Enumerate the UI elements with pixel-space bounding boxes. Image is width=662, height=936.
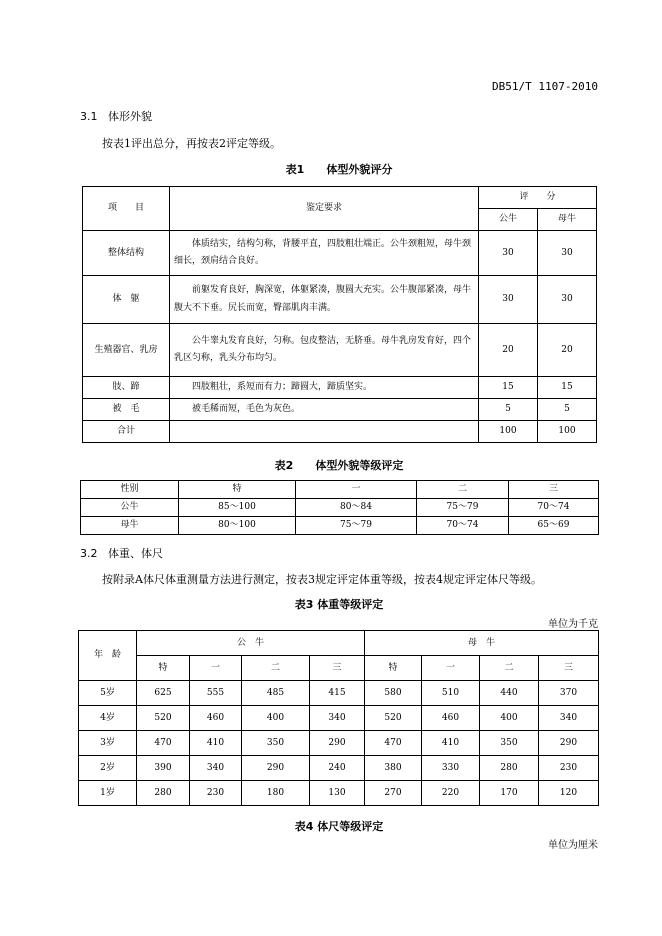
table2-cell: 75～79: [417, 499, 509, 517]
table3-grade-header: 三: [539, 656, 599, 681]
table3-cell: 290: [242, 756, 310, 781]
table1-female-score: 30: [538, 276, 597, 324]
table1-item: 被 毛: [83, 399, 170, 421]
table1-item: 肢、蹄: [83, 377, 170, 399]
table-row: [83, 377, 597, 399]
table3-cell: 230: [539, 756, 599, 781]
table2-header: 特: [179, 481, 296, 499]
section-3-1-text: 按表1评出总分，再按表2评定等级。: [102, 137, 281, 150]
table3-cell: 370: [539, 681, 599, 706]
table1-male-score: 20: [479, 324, 538, 377]
table-row: [79, 681, 599, 706]
table3-cell: 400: [480, 706, 539, 731]
table3-cell: 350: [242, 731, 310, 756]
table3-cell: 460: [422, 706, 480, 731]
table2-cell: 80～84: [296, 499, 417, 517]
table3-cell: 390: [137, 756, 190, 781]
table-row: [81, 481, 599, 499]
table3-cell: 170: [480, 781, 539, 806]
table3: [78, 630, 599, 806]
table3-grade-header: 特: [365, 656, 422, 681]
table-row: [79, 781, 599, 806]
table1-header-item: 项 目: [83, 187, 170, 231]
table3-cell: 330: [422, 756, 480, 781]
section-3-2-text: 按附录A体尺体重测量方法进行测定，按表3规定评定体重等级，按表4规定评定体尺等级。: [102, 573, 542, 586]
table1-header-score: 评 分: [479, 187, 597, 209]
table-row: [79, 656, 599, 681]
table1-requirement: 前躯发育良好，胸深宽，体躯紧凑，腹圆大充实。公牛腹部紧凑，母牛腹大不下垂。尻长而宽，臀部肌肉丰满。: [170, 276, 479, 324]
table-row: [79, 731, 599, 756]
table2-cell: 80～100: [179, 517, 296, 535]
table3-cell: 3岁: [79, 731, 137, 756]
table3-cell: 240: [310, 756, 365, 781]
table3-grade-header: 二: [242, 656, 310, 681]
table1-male-score: 30: [479, 231, 538, 276]
table3-female-header: 母 牛: [365, 631, 599, 656]
table3-cell: 485: [242, 681, 310, 706]
table3-cell: 555: [190, 681, 242, 706]
table1-female-score: 20: [538, 324, 597, 377]
table2-cell: 70～74: [509, 499, 599, 517]
table2-header: 一: [296, 481, 417, 499]
table4-caption: 表4 体尺等级评定: [294, 820, 384, 833]
table3-grade-header: 二: [480, 656, 539, 681]
table1-female-score: 100: [538, 421, 597, 443]
table2-cell: 70～74: [417, 517, 509, 535]
table3-cell: 625: [137, 681, 190, 706]
table3-cell: 510: [422, 681, 480, 706]
table1-item: 合计: [83, 421, 170, 443]
table2-caption: 表2 体型外貌等级评定: [274, 459, 404, 472]
table2-cell: 75～79: [296, 517, 417, 535]
table3-caption: 表3 体重等级评定: [294, 598, 384, 611]
table-row: [79, 706, 599, 731]
table1-requirement: 被毛稀而短，毛色为灰色。: [170, 399, 479, 421]
table3-cell: 230: [190, 781, 242, 806]
table3-cell: 415: [310, 681, 365, 706]
table1-male-score: 5: [479, 399, 538, 421]
table3-grade-header: 特: [137, 656, 190, 681]
table2-cell: 公牛: [81, 499, 179, 517]
table1-item: 生殖器官、乳房: [83, 324, 170, 377]
section-3-2-heading: [80, 545, 163, 561]
table-row: [79, 756, 599, 781]
table1: [82, 186, 597, 443]
table3-cell: 470: [365, 731, 422, 756]
table2-header: 三: [509, 481, 599, 499]
table3-cell: 520: [137, 706, 190, 731]
table3-cell: 280: [137, 781, 190, 806]
table1-item: 整体结构: [83, 231, 170, 276]
table3-cell: 130: [310, 781, 365, 806]
table1-header-requirement: 鉴定要求: [170, 187, 479, 231]
table3-cell: 410: [422, 731, 480, 756]
table3-cell: 470: [137, 731, 190, 756]
table3-male-header: 公 牛: [137, 631, 365, 656]
table-row: [81, 517, 599, 535]
table1-item: 体 躯: [83, 276, 170, 324]
table1-female-score: 5: [538, 399, 597, 421]
table3-cell: 340: [190, 756, 242, 781]
table3-cell: 2岁: [79, 756, 137, 781]
table1-requirement: 公牛睾丸发育良好，匀称。包皮整洁，无脐垂。母牛乳房发育好，四个乳区匀称，乳头分布均匀。: [170, 324, 479, 377]
table3-cell: 350: [480, 731, 539, 756]
table3-cell: 520: [365, 706, 422, 731]
table3-cell: 440: [480, 681, 539, 706]
table2-header: 二: [417, 481, 509, 499]
table3-age-header: 年 龄: [79, 631, 137, 681]
section-number: 3.1: [80, 110, 98, 123]
table-row: [83, 324, 597, 377]
table-row: [83, 421, 597, 443]
table3-cell: 180: [242, 781, 310, 806]
table1-male-score: 15: [479, 377, 538, 399]
table2-cell: 85～100: [179, 499, 296, 517]
table-row: [83, 276, 597, 324]
table3-cell: 4岁: [79, 706, 137, 731]
table2-cell: 母牛: [81, 517, 179, 535]
table-row: [83, 399, 597, 421]
table3-grade-header: 一: [190, 656, 242, 681]
table1-header-female: 母牛: [538, 209, 597, 231]
table3-cell: 460: [190, 706, 242, 731]
table2-header: 性别: [81, 481, 179, 499]
table3-cell: 290: [310, 731, 365, 756]
table1-female-score: 30: [538, 231, 597, 276]
table3-cell: 120: [539, 781, 599, 806]
section-title: 体重、体尺: [108, 547, 163, 560]
table3-cell: 400: [242, 706, 310, 731]
table-row: [83, 231, 597, 276]
table3-cell: 380: [365, 756, 422, 781]
table2: [80, 480, 599, 535]
table4-unit: 单位为厘米: [548, 840, 598, 851]
table3-grade-header: 一: [422, 656, 480, 681]
table1-male-score: 30: [479, 276, 538, 324]
table3-cell: 270: [365, 781, 422, 806]
doc-code: DB51/T 1107-2010: [492, 80, 598, 93]
table3-cell: 410: [190, 731, 242, 756]
table1-requirement: 体质结实，结构匀称，背腰平直，四肢粗壮端正。公牛颈粗短，母牛颈细长，颈肩结合良好。: [170, 231, 479, 276]
table3-cell: 280: [480, 756, 539, 781]
table3-grade-header: 三: [310, 656, 365, 681]
table3-cell: 580: [365, 681, 422, 706]
table3-unit: 单位为千克: [548, 619, 598, 630]
table3-cell: 340: [539, 706, 599, 731]
table1-requirement: 四肢粗壮，系短而有力；蹄圆大，蹄质坚实。: [170, 377, 479, 399]
table1-caption: 表1 体型外貌评分: [285, 163, 393, 176]
table1-male-score: 100: [479, 421, 538, 443]
table1-header-male: 公牛: [479, 209, 538, 231]
table3-cell: 340: [310, 706, 365, 731]
table1-female-score: 15: [538, 377, 597, 399]
table3-cell: 1岁: [79, 781, 137, 806]
section-number: 3.2: [80, 547, 98, 560]
table3-cell: 5岁: [79, 681, 137, 706]
table3-cell: 220: [422, 781, 480, 806]
table2-cell: 65～69: [509, 517, 599, 535]
section-title: 体形外貌: [108, 110, 152, 123]
table1-requirement: [170, 421, 479, 443]
table3-cell: 290: [539, 731, 599, 756]
section-3-1-heading: [80, 108, 152, 124]
table-row: [81, 499, 599, 517]
